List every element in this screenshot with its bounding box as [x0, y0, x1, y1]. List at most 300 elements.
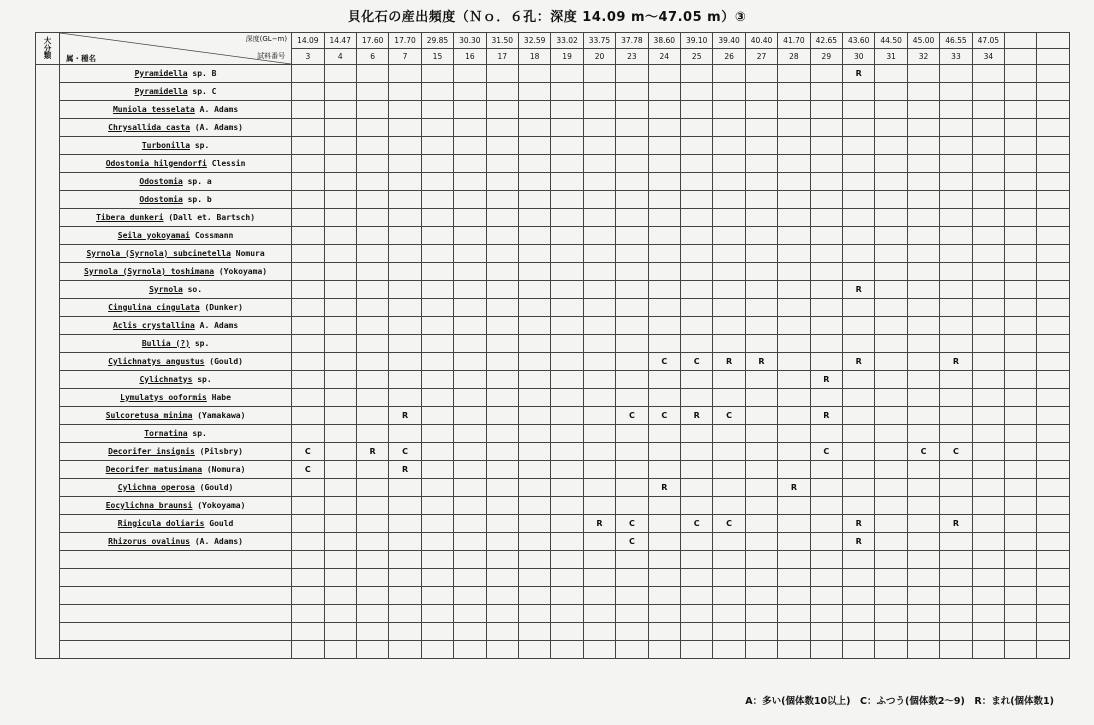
frequency-cell [1037, 497, 1070, 515]
frequency-cell [292, 299, 324, 317]
frequency-cell [681, 623, 713, 641]
genus-name: Tibera dunkeri [96, 212, 164, 222]
frequency-cell [1037, 65, 1070, 83]
frequency-cell [843, 299, 875, 317]
frequency-cell [875, 479, 907, 497]
frequency-cell [875, 605, 907, 623]
frequency-cell [843, 335, 875, 353]
frequency-cell [421, 389, 453, 407]
frequency-cell [810, 119, 842, 137]
frequency-cell [356, 227, 388, 245]
frequency-cell [648, 533, 680, 551]
frequency-cell [616, 119, 648, 137]
sample-number-cell: 30 [843, 49, 875, 65]
frequency-cell [583, 479, 615, 497]
genus-name: Bullia (?) [141, 338, 191, 348]
frequency-cell [454, 335, 486, 353]
table-row [36, 65, 1070, 83]
frequency-cell [518, 479, 550, 497]
frequency-cell [486, 155, 518, 173]
species-name-cell [60, 479, 292, 497]
frequency-cell [583, 533, 615, 551]
sample-number-cell: 28 [778, 49, 810, 65]
frequency-cell [810, 515, 842, 533]
species-name-cell [60, 137, 292, 155]
frequency-cell [810, 623, 842, 641]
frequency-cell [324, 173, 356, 191]
species-name-cell [60, 209, 292, 227]
frequency-cell [907, 263, 939, 281]
frequency-cell [875, 569, 907, 587]
frequency-cell: C [713, 407, 745, 425]
frequency-cell [940, 641, 972, 659]
frequency-cell [972, 209, 1004, 227]
frequency-cell [356, 551, 388, 569]
frequency-cell: R [810, 407, 842, 425]
category-header: 大 分 類 [36, 33, 60, 65]
frequency-cell [616, 587, 648, 605]
frequency-cell [907, 533, 939, 551]
sample-number-cell: 20 [583, 49, 615, 65]
frequency-cell [583, 191, 615, 209]
table-row [36, 281, 1070, 299]
frequency-cell [875, 497, 907, 515]
frequency-cell [518, 227, 550, 245]
frequency-cell [972, 605, 1004, 623]
table-row [36, 533, 1070, 551]
species-name-cell [60, 83, 292, 101]
frequency-cell [713, 101, 745, 119]
frequency-cell [616, 173, 648, 191]
frequency-cell [292, 569, 324, 587]
frequency-cell [778, 155, 810, 173]
frequency-cell [778, 389, 810, 407]
frequency-cell [421, 497, 453, 515]
frequency-cell [713, 461, 745, 479]
frequency-cell [583, 227, 615, 245]
frequency-cell [907, 479, 939, 497]
frequency-cell [292, 245, 324, 263]
table-row [36, 353, 1070, 371]
frequency-cell [778, 551, 810, 569]
frequency-cell [292, 533, 324, 551]
frequency-cell [324, 479, 356, 497]
frequency-cell [940, 569, 972, 587]
frequency-cell [648, 335, 680, 353]
frequency-cell [324, 263, 356, 281]
frequency-cell [745, 281, 777, 299]
frequency-cell [292, 335, 324, 353]
frequency-cell [421, 353, 453, 371]
frequency-cell [972, 641, 1004, 659]
frequency-cell [324, 371, 356, 389]
frequency-cell [389, 587, 421, 605]
frequency-cell [454, 227, 486, 245]
frequency-cell: R [389, 407, 421, 425]
frequency-cell [616, 209, 648, 227]
frequency-cell [421, 281, 453, 299]
frequency-cell [551, 479, 583, 497]
frequency-cell [486, 173, 518, 191]
frequency-cell [907, 137, 939, 155]
frequency-cell [518, 605, 550, 623]
frequency-cell [518, 281, 550, 299]
frequency-cell [972, 281, 1004, 299]
frequency-cell [1037, 101, 1070, 119]
frequency-cell [551, 497, 583, 515]
frequency-cell [713, 83, 745, 101]
frequency-cell [292, 281, 324, 299]
species-name-cell [60, 587, 292, 605]
frequency-cell [486, 209, 518, 227]
frequency-cell [292, 587, 324, 605]
frequency-cell [810, 551, 842, 569]
frequency-cell [940, 623, 972, 641]
species-author: Clessin [206, 158, 246, 168]
frequency-cell [1005, 371, 1037, 389]
species-name-cell [60, 317, 292, 335]
sample-number-cell: 17 [486, 49, 518, 65]
frequency-cell [681, 83, 713, 101]
frequency-cell [745, 83, 777, 101]
frequency-cell [518, 353, 550, 371]
frequency-cell [648, 443, 680, 461]
frequency-cell [907, 83, 939, 101]
genus-header [60, 33, 292, 65]
depth-cell: 46.55 [940, 33, 972, 49]
frequency-cell [875, 515, 907, 533]
depth-cell: 43.60 [843, 33, 875, 49]
frequency-cell [421, 209, 453, 227]
frequency-cell [648, 623, 680, 641]
species-name-cell [60, 335, 292, 353]
frequency-cell [1037, 83, 1070, 101]
frequency-cell [389, 119, 421, 137]
table-row [36, 119, 1070, 137]
frequency-cell [713, 443, 745, 461]
table-row [36, 263, 1070, 281]
frequency-cell [356, 137, 388, 155]
frequency-cell [745, 101, 777, 119]
frequency-cell [356, 461, 388, 479]
species-name-cell [60, 443, 292, 461]
frequency-cell [486, 551, 518, 569]
frequency-cell [1037, 623, 1070, 641]
species-author: sp. C [187, 86, 217, 96]
species-author: sp. b [182, 194, 212, 204]
frequency-cell [745, 479, 777, 497]
frequency-cell [681, 587, 713, 605]
species-author: (Gould) [194, 482, 234, 492]
genus-name: Syrnola (Syrnola) subcinetella [86, 248, 231, 258]
frequency-cell [551, 515, 583, 533]
frequency-cell [875, 641, 907, 659]
frequency-cell [907, 551, 939, 569]
frequency-cell [681, 209, 713, 227]
frequency-cell [356, 245, 388, 263]
frequency-cell [1037, 335, 1070, 353]
frequency-cell [972, 245, 1004, 263]
genus-name: Eocylichna braunsi [105, 500, 193, 510]
frequency-cell [486, 641, 518, 659]
frequency-cell [356, 209, 388, 227]
frequency-cell [875, 227, 907, 245]
depth-cell: 38.60 [648, 33, 680, 49]
frequency-cell [745, 119, 777, 137]
frequency-cell [940, 245, 972, 263]
frequency-cell [583, 263, 615, 281]
frequency-cell [745, 155, 777, 173]
sample-number-cell: 6 [356, 49, 388, 65]
frequency-cell [421, 245, 453, 263]
frequency-cell [907, 587, 939, 605]
frequency-cell: R [843, 515, 875, 533]
depth-cell: 33.75 [583, 33, 615, 49]
frequency-cell [648, 497, 680, 515]
frequency-cell [616, 155, 648, 173]
sample-number-cell [1005, 49, 1037, 65]
frequency-cell [875, 317, 907, 335]
frequency-cell [843, 587, 875, 605]
frequency-cell [648, 371, 680, 389]
frequency-cell [389, 479, 421, 497]
frequency-cell [875, 623, 907, 641]
frequency-cell [356, 479, 388, 497]
frequency-cell [1037, 443, 1070, 461]
frequency-cell [681, 299, 713, 317]
frequency-cell [454, 101, 486, 119]
frequency-cell [518, 587, 550, 605]
species-author: (A. Adams) [190, 122, 243, 132]
table-row [36, 389, 1070, 407]
frequency-cell [551, 371, 583, 389]
species-name-cell [60, 641, 292, 659]
frequency-cell [486, 587, 518, 605]
frequency-cell [940, 497, 972, 515]
species-author: (Yamakawa) [192, 410, 246, 420]
frequency-cell [389, 227, 421, 245]
frequency-cell [810, 461, 842, 479]
frequency-cell [292, 65, 324, 83]
frequency-cell [778, 299, 810, 317]
frequency-cell [778, 191, 810, 209]
frequency-cell [616, 497, 648, 515]
frequency-cell [648, 65, 680, 83]
sample-label: 試料番号 [257, 52, 286, 60]
frequency-cell [486, 101, 518, 119]
frequency-cell [843, 245, 875, 263]
frequency-cell [745, 425, 777, 443]
species-name-cell [60, 119, 292, 137]
frequency-cell [1005, 353, 1037, 371]
frequency-cell [681, 191, 713, 209]
frequency-cell [454, 515, 486, 533]
frequency-cell [389, 569, 421, 587]
frequency-cell [454, 263, 486, 281]
frequency-cell [810, 155, 842, 173]
frequency-cell [648, 101, 680, 119]
frequency-cell [583, 281, 615, 299]
frequency-cell [551, 83, 583, 101]
frequency-cell [810, 209, 842, 227]
frequency-cell [875, 389, 907, 407]
frequency-cell [1005, 587, 1037, 605]
frequency-cell [454, 155, 486, 173]
frequency-cell [486, 335, 518, 353]
frequency-cell [972, 317, 1004, 335]
frequency-cell [713, 263, 745, 281]
frequency-cell [324, 587, 356, 605]
frequency-cell [486, 371, 518, 389]
frequency-cell [292, 101, 324, 119]
frequency-cell [518, 641, 550, 659]
frequency-cell [356, 623, 388, 641]
frequency-cell [1005, 605, 1037, 623]
frequency-cell [1037, 245, 1070, 263]
sample-number-cell: 29 [810, 49, 842, 65]
depth-cell: 39.10 [681, 33, 713, 49]
frequency-cell [486, 623, 518, 641]
sample-number-cell: 16 [454, 49, 486, 65]
frequency-cell [907, 335, 939, 353]
frequency-cell [551, 227, 583, 245]
frequency-cell [875, 353, 907, 371]
frequency-cell [518, 461, 550, 479]
frequency-cell [421, 191, 453, 209]
frequency-cell [616, 605, 648, 623]
frequency-cell [421, 443, 453, 461]
frequency-cell [421, 137, 453, 155]
frequency-cell [843, 119, 875, 137]
frequency-cell [972, 479, 1004, 497]
frequency-cell [616, 317, 648, 335]
frequency-cell [1037, 317, 1070, 335]
species-name-cell [60, 569, 292, 587]
frequency-cell [810, 137, 842, 155]
frequency-cell [1005, 317, 1037, 335]
frequency-cell [1005, 299, 1037, 317]
frequency-cell [616, 479, 648, 497]
frequency-cell [389, 101, 421, 119]
frequency-cell [940, 335, 972, 353]
frequency-cell [907, 641, 939, 659]
frequency-cell [356, 281, 388, 299]
frequency-cell [583, 461, 615, 479]
frequency-cell [1005, 497, 1037, 515]
frequency-cell [583, 389, 615, 407]
frequency-cell [972, 533, 1004, 551]
frequency-cell [356, 155, 388, 173]
frequency-cell [454, 137, 486, 155]
genus-name: Odostomia [139, 176, 183, 186]
frequency-cell [551, 623, 583, 641]
frequency-cell [778, 587, 810, 605]
frequency-cell [551, 101, 583, 119]
frequency-cell [486, 263, 518, 281]
frequency-cell [324, 137, 356, 155]
depth-cell: 31.50 [486, 33, 518, 49]
frequency-cell [389, 155, 421, 173]
frequency-cell [1037, 605, 1070, 623]
table-row [36, 587, 1070, 605]
depth-cell: 47.05 [972, 33, 1004, 49]
frequency-cell [324, 65, 356, 83]
frequency-cell [907, 353, 939, 371]
frequency-cell [875, 173, 907, 191]
frequency-cell [810, 191, 842, 209]
frequency-cell: C [648, 407, 680, 425]
frequency-cell [907, 569, 939, 587]
frequency-cell [1005, 515, 1037, 533]
frequency-cell [875, 65, 907, 83]
genus-name: Aclis crystallina [112, 320, 195, 330]
frequency-cell [518, 533, 550, 551]
frequency-cell [389, 641, 421, 659]
frequency-cell [745, 209, 777, 227]
sample-number-cell [1037, 49, 1070, 65]
frequency-cell [292, 227, 324, 245]
frequency-cell [972, 155, 1004, 173]
frequency-cell [389, 173, 421, 191]
frequency-cell [778, 335, 810, 353]
frequency-cell [454, 65, 486, 83]
frequency-cell [875, 407, 907, 425]
frequency-cell [810, 245, 842, 263]
frequency-cell [713, 209, 745, 227]
frequency-cell [713, 191, 745, 209]
frequency-cell [940, 227, 972, 245]
frequency-cell [907, 119, 939, 137]
frequency-cell [648, 425, 680, 443]
frequency-cell [518, 443, 550, 461]
table-row [36, 191, 1070, 209]
frequency-cell [356, 389, 388, 407]
frequency-cell [421, 101, 453, 119]
frequency-cell: C [292, 461, 324, 479]
frequency-cell [940, 173, 972, 191]
frequency-cell [648, 173, 680, 191]
frequency-cell [1037, 173, 1070, 191]
frequency-cell [389, 623, 421, 641]
frequency-cell [421, 533, 453, 551]
frequency-cell [518, 191, 550, 209]
frequency-cell [843, 479, 875, 497]
frequency-cell [875, 209, 907, 227]
table-row [36, 299, 1070, 317]
frequency-cell [324, 281, 356, 299]
frequency-cell [1005, 173, 1037, 191]
frequency-cell [583, 173, 615, 191]
depth-cell: 14.09 [292, 33, 324, 49]
frequency-cell [518, 407, 550, 425]
frequency-cell [972, 119, 1004, 137]
frequency-cell [648, 515, 680, 533]
frequency-cell [1005, 641, 1037, 659]
frequency-cell [421, 479, 453, 497]
frequency-cell [681, 569, 713, 587]
genus-name: Syrnola [149, 284, 183, 294]
frequency-cell [907, 209, 939, 227]
frequency-cell [940, 533, 972, 551]
frequency-cell [551, 461, 583, 479]
frequency-cell [1005, 191, 1037, 209]
frequency-cell [421, 605, 453, 623]
sample-number-cell: 32 [907, 49, 939, 65]
frequency-cell [1037, 587, 1070, 605]
species-name-cell [60, 623, 292, 641]
frequency-cell [324, 155, 356, 173]
frequency-cell [421, 83, 453, 101]
